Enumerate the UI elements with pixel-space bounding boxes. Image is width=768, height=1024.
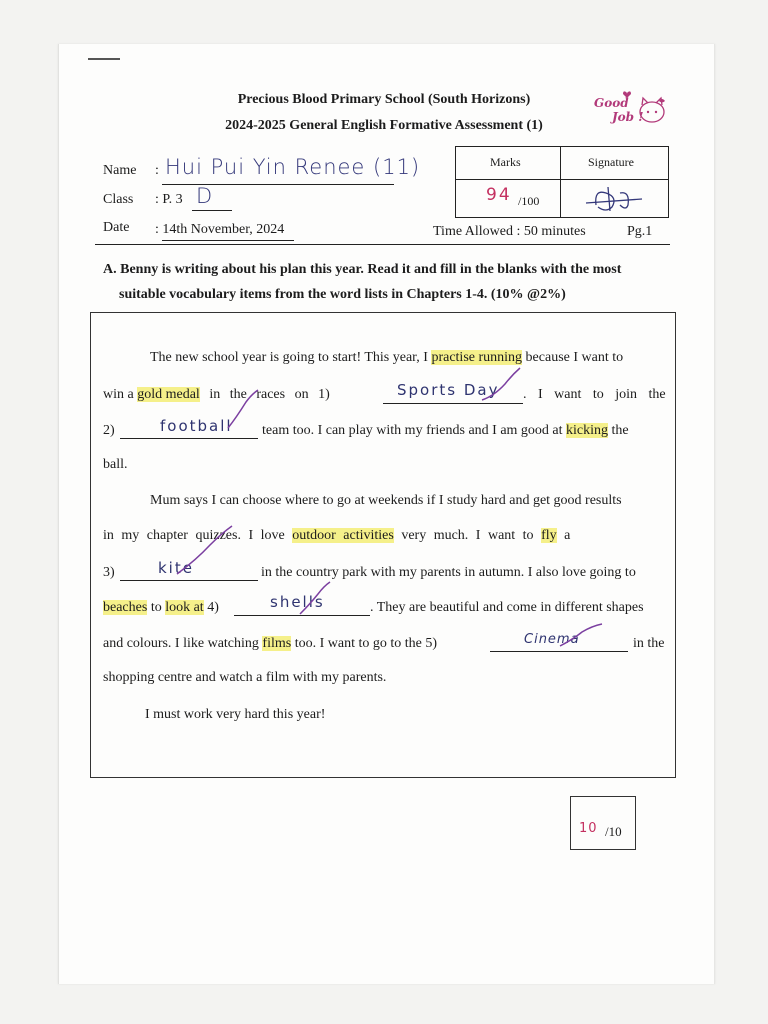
class-prefix: : P. 3 — [155, 192, 183, 207]
section-a-instruction-2: suitable vocabulary items from the word lists in Chapters 1-4. (10% @2%) — [119, 287, 566, 302]
passage-line-3: team too. I can play with my friends and I am good at kicking the — [262, 423, 629, 438]
name-colon: : — [155, 163, 159, 178]
class-value: D — [196, 184, 215, 208]
section-score: 10 — [579, 821, 598, 836]
passage-line-11: I must work very hard this year! — [145, 707, 326, 722]
total-score: 94 — [486, 185, 512, 205]
tick-mark-5 — [560, 624, 602, 646]
section-score-box — [570, 796, 636, 850]
highlight: gold medal — [137, 387, 200, 402]
passage-line-2a: win a gold medal in the races on 1) — [103, 387, 330, 402]
tick-mark-1 — [228, 390, 258, 428]
passage-line-6: in my chapter quizzes. I love outdoor activities very much. I want to fly a — [103, 528, 571, 543]
marks-label: Marks — [490, 155, 521, 169]
highlight: practise running — [431, 350, 523, 365]
stamp-line1: Good — [594, 96, 629, 110]
answer-2: football — [160, 417, 233, 435]
answer-number-3: 3) — [103, 565, 115, 580]
answer-number-2: 2) — [103, 423, 115, 438]
time-allowed: Time Allowed : 50 minutes — [433, 224, 586, 239]
total-out-of: /100 — [518, 194, 540, 208]
answer-5: Cinema — [524, 632, 580, 647]
name-label: Name — [103, 163, 137, 178]
passage-line-8b: . They are beautiful and come in different shapes — [370, 600, 644, 615]
passage-line-8a: beaches to look at 4) — [103, 600, 219, 615]
passage-line-10: shopping centre and watch a film with my parents. — [103, 670, 387, 685]
section-out-of: /10 — [605, 824, 622, 839]
highlight: fly — [541, 528, 557, 543]
highlight: beaches — [103, 600, 148, 615]
tick-mark-4 — [300, 582, 330, 614]
class-label: Class — [103, 192, 134, 207]
highlight: kicking — [566, 423, 609, 438]
passage-line-2b: . I want to join the — [523, 387, 666, 402]
assessment-title: 2024-2025 General English Formative Assessment (1) — [225, 118, 543, 133]
answer-4: shells — [270, 593, 325, 611]
date-label: Date — [103, 220, 130, 235]
date-value: : 14th November, 2024 — [155, 222, 285, 237]
tick-mark-2 — [482, 368, 520, 400]
tick-mark-3 — [177, 526, 232, 574]
passage-line-4: ball. — [103, 457, 128, 472]
highlight: look at — [165, 600, 204, 615]
highlight: outdoor activities — [292, 528, 394, 543]
signature-label: Signature — [588, 155, 634, 169]
school-name: Precious Blood Primary School (South Horizons) — [237, 92, 531, 107]
answer-1: Sports Day — [397, 381, 500, 399]
passage-line-7: in the country park with my parents in autumn. I also love going to — [261, 565, 636, 580]
section-a-instruction-1: A. Benny is writing about his plan this year. Read it and fill in the blanks with the most — [103, 262, 622, 277]
stamp-line2: Job ! — [612, 110, 644, 124]
passage-line-9a: and colours. I like watching films too. I want to go to the 5) — [103, 636, 437, 651]
passage-line-9b: in the — [633, 636, 665, 651]
student-name: Hui Pui Yin Renee (11) — [165, 155, 421, 179]
page-number: Pg.1 — [627, 224, 653, 239]
passage-line-5: Mum says I can choose where to go at weekends if I study hard and get good results — [150, 493, 622, 508]
highlight: films — [262, 636, 292, 651]
answer-3: kite — [158, 559, 194, 577]
passage-line-1: The new school year is going to start! This year, I practise running because I want to — [150, 350, 624, 365]
